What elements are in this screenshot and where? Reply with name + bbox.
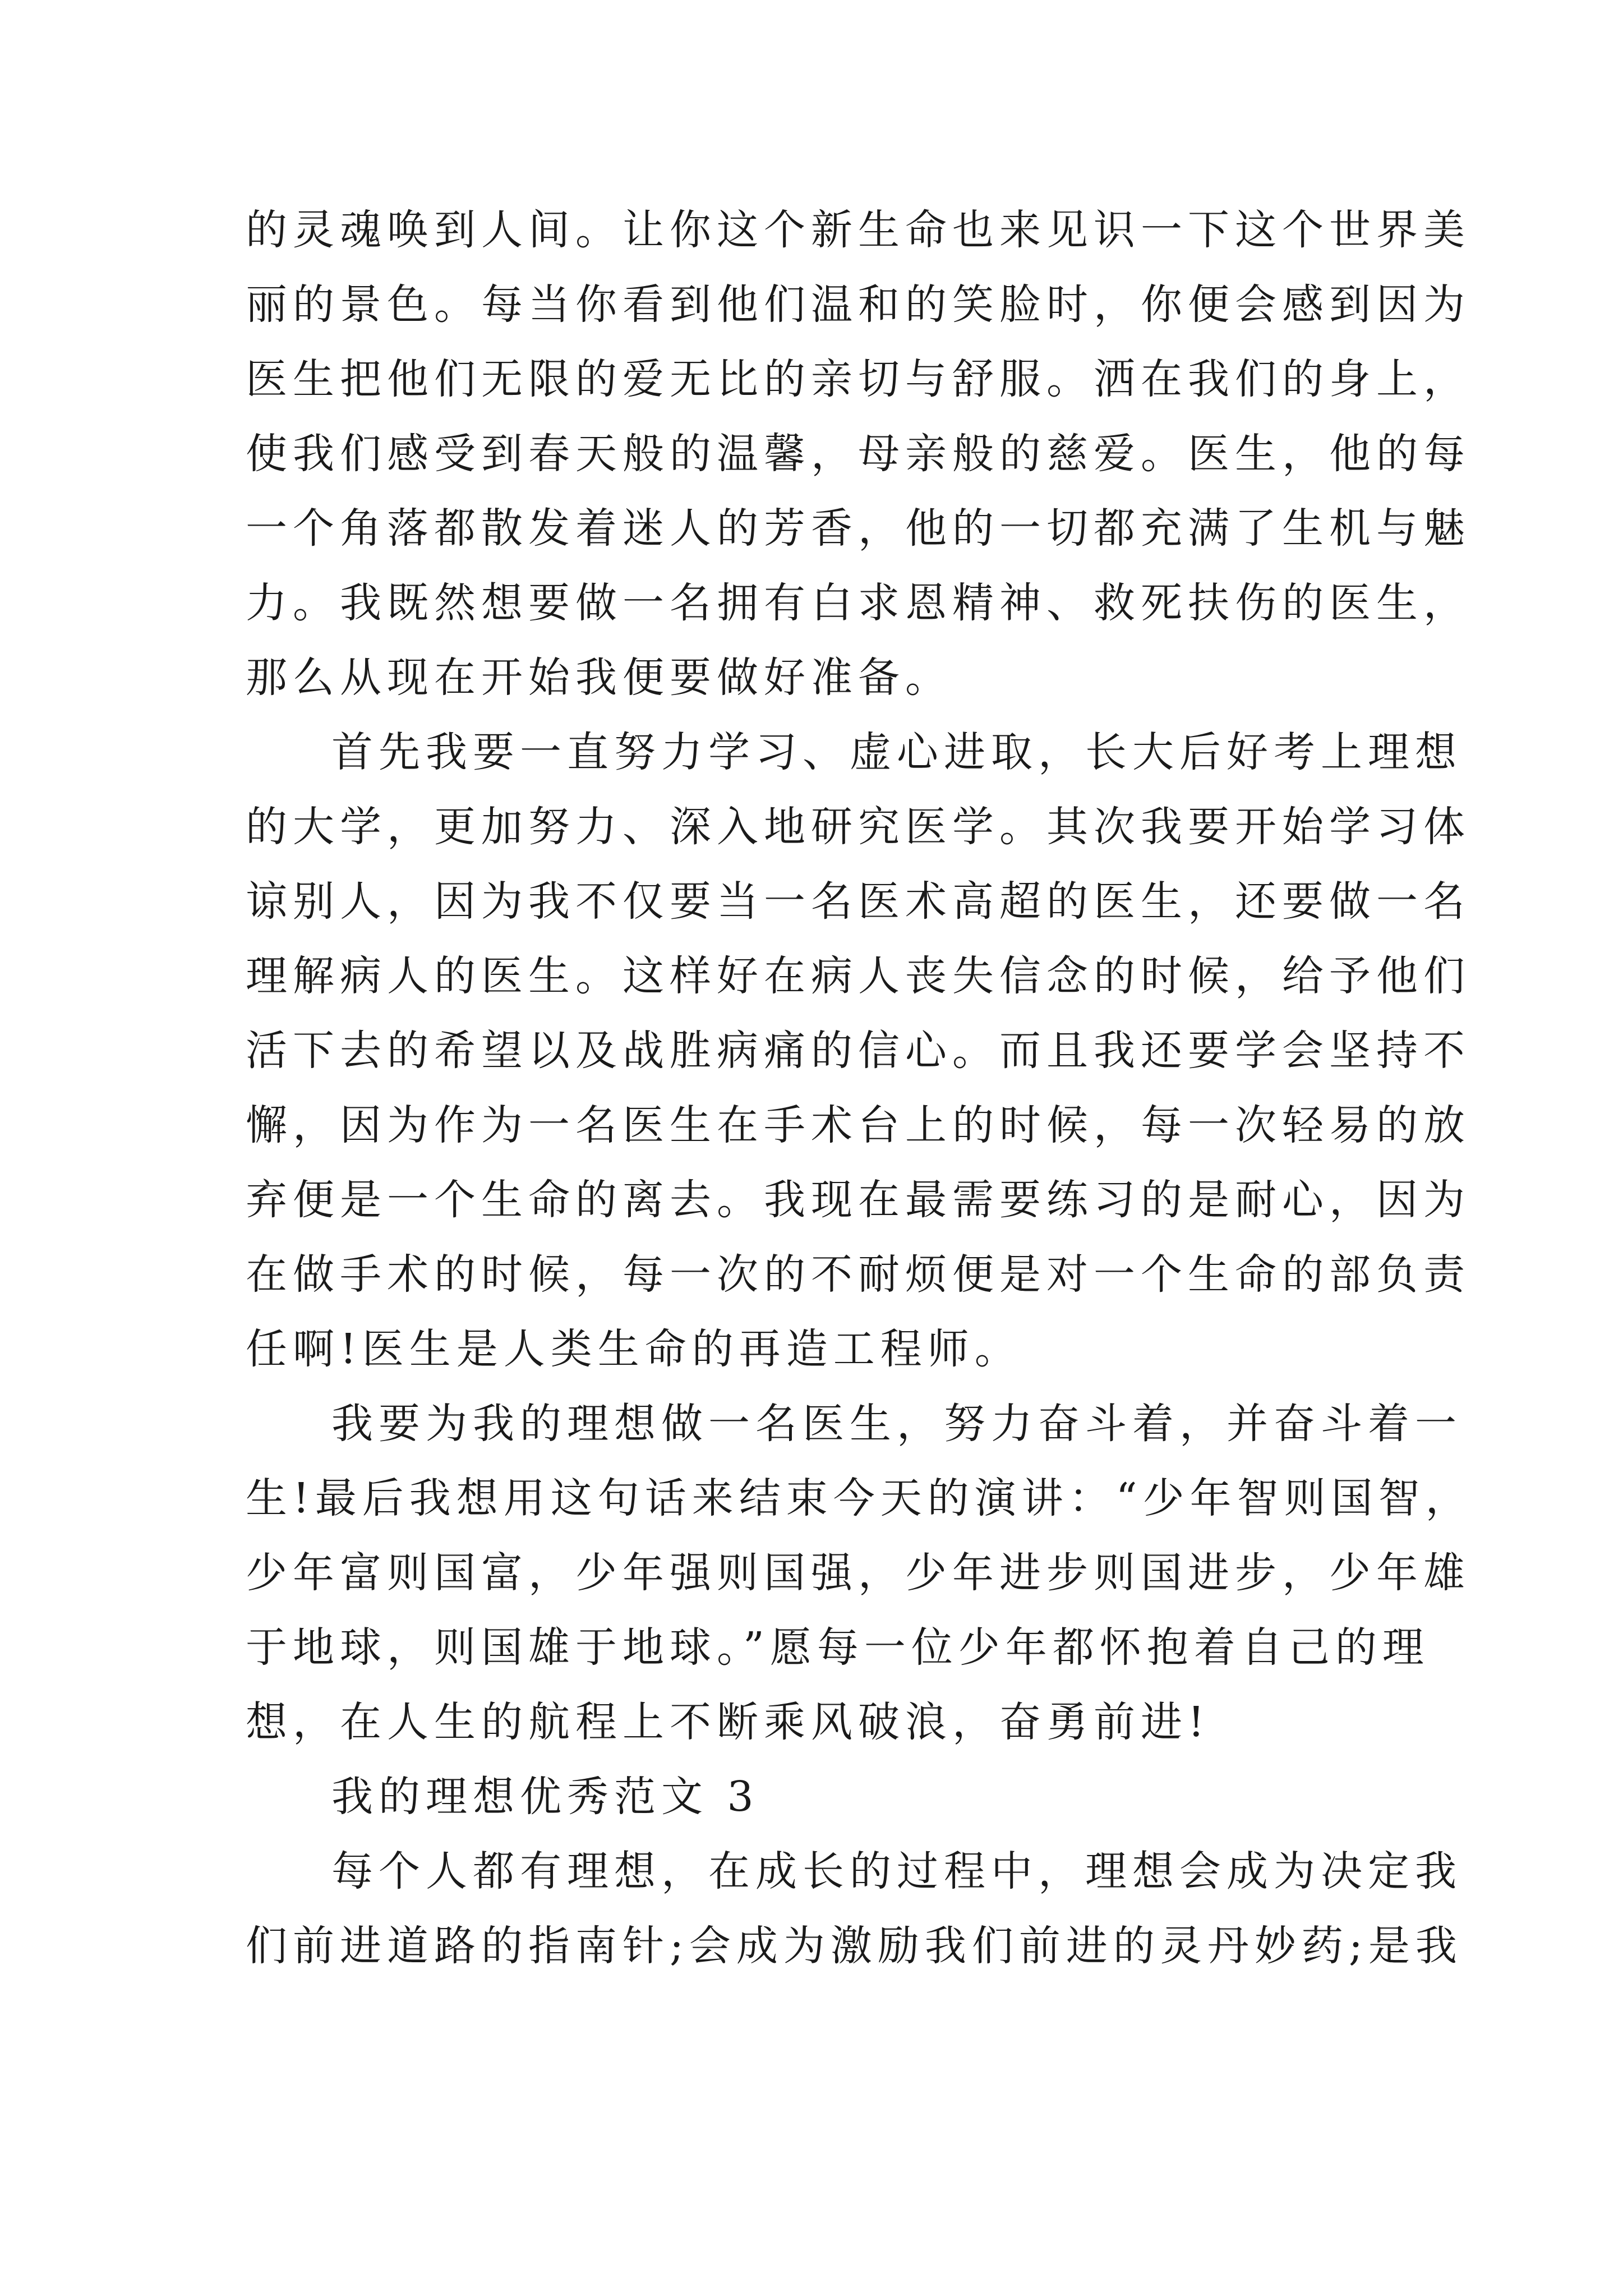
text-line: 首先我要一直努力学习、虚心进取，长大后好考上理想: [331, 728, 1462, 776]
text-line: 每个人都有理想，在成长的过程中，理想会成为决定我: [331, 1847, 1462, 1895]
text-line: 我要为我的理想做一名医生，努力奋斗着，并奋斗着一: [331, 1400, 1462, 1448]
text-line: 弃便是一个生命的离去。我现在最需要练习的是耐心，因为: [246, 1176, 1470, 1224]
text-line: 谅别人，因为我不仅要当一名医术高超的医生，还要做一名: [246, 877, 1470, 926]
text-line: 少年富则国富，少年强则国强，少年进步则国进步，少年雄: [246, 1549, 1470, 1597]
text-line: 任啊!医生是人类生命的再造工程师。: [246, 1325, 1022, 1373]
text-line: 的灵魂唤到人间。让你这个新生命也来见识一下这个世界美: [246, 206, 1470, 254]
text-line: 我的理想优秀范文 3: [331, 1773, 759, 1821]
text-line: 使我们感受到春天般的温馨，母亲般的慈爱。医生，他的每: [246, 430, 1470, 478]
text-line: 懈，因为作为一名医生在手术台上的时候，每一次轻易的放: [246, 1101, 1470, 1149]
text-line: 力。我既然想要做一名拥有白求恩精神、救死扶伤的医生，: [246, 579, 1470, 627]
text-line: 丽的景色。每当你看到他们温和的笑脸时，你便会感到因为: [246, 280, 1470, 329]
text-line: 生!最后我想用这句话来结束今天的演讲：“少年智则国智，: [246, 1474, 1473, 1522]
text-line: 想，在人生的航程上不断乘风破浪，奋勇前进!: [246, 1698, 1210, 1746]
text-line: 们前进道路的指南针;会成为激励我们前进的灵丹妙药;是我: [246, 1922, 1463, 1970]
text-line: 在做手术的时候，每一次的不耐烦便是对一个生命的部负责: [246, 1250, 1470, 1299]
text-line: 一个角落都散发着迷人的芳香，他的一切都充满了生机与魅: [246, 504, 1470, 553]
text-line: 那么从现在开始我便要做好准备。: [246, 654, 952, 702]
text-line: 医生把他们无限的爱无比的亲切与舒服。洒在我们的身上，: [246, 355, 1470, 403]
body-text: [246, 193, 1473, 1984]
text-line: 的大学，更加努力、深入地研究医学。其次我要开始学习体: [246, 803, 1470, 851]
text-line: 活下去的希望以及战胜病痛的信心。而且我还要学会坚持不: [246, 1027, 1470, 1075]
text-line: 于地球，则国雄于地球。”愿每一位少年都怀抱着自己的理: [246, 1623, 1430, 1672]
text-line: 理解病人的医生。这样好在病人丧失信念的时候，给予他们: [246, 952, 1470, 1000]
